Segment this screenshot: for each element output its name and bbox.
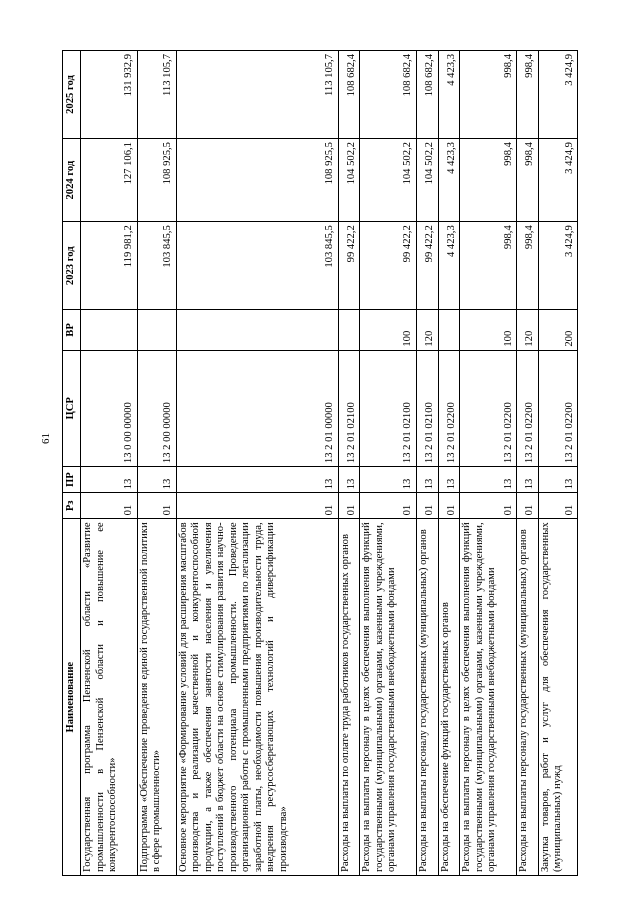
cell-2023: 103 845,5 <box>137 222 176 310</box>
cell-csr: 13 0 00 00000 <box>81 350 138 466</box>
table-row <box>338 51 360 876</box>
table-header <box>63 51 81 876</box>
cell-rz: 01 <box>338 493 360 519</box>
header-2025: 2025 год <box>63 51 81 139</box>
cell-vr: 200 <box>538 310 577 350</box>
cell-name: Расходы на выплаты персоналу в целях обеспечения выполнения функций государственными (муниципальными) органами, казенными учреждениями, органами управления государственными внебюджетными фондами <box>460 519 517 876</box>
cell-2023: 119 981,2 <box>81 222 138 310</box>
cell-vr: 100 <box>360 310 417 350</box>
cell-rz: 01 <box>360 493 417 519</box>
cell-2024: 4 423,3 <box>438 139 460 222</box>
cell-2025: 108 682,4 <box>416 51 438 139</box>
table-row <box>360 51 417 876</box>
table-row <box>460 51 517 876</box>
cell-2025: 108 682,4 <box>360 51 417 139</box>
cell-rz: 01 <box>538 493 577 519</box>
cell-pr: 13 <box>137 467 176 493</box>
cell-pr: 13 <box>460 467 517 493</box>
cell-pr: 13 <box>81 467 138 493</box>
cell-2025: 131 932,9 <box>81 51 138 139</box>
table-row <box>538 51 577 876</box>
cell-2025: 3 424,9 <box>538 51 577 139</box>
cell-csr: 13 2 01 02200 <box>438 350 460 466</box>
header-name: Наименование <box>63 519 81 876</box>
cell-2025: 113 105,7 <box>176 51 338 139</box>
cell-vr <box>438 310 460 350</box>
header-rz: Рз <box>63 493 81 519</box>
cell-rz: 01 <box>460 493 517 519</box>
header-vr: ВР <box>63 310 81 350</box>
cell-2025: 4 423,3 <box>438 51 460 139</box>
cell-2025: 108 682,4 <box>338 51 360 139</box>
cell-vr <box>81 310 138 350</box>
cell-2024: 104 502,2 <box>360 139 417 222</box>
cell-2024: 104 502,2 <box>416 139 438 222</box>
cell-rz: 01 <box>81 493 138 519</box>
rotated-table-container <box>62 50 578 876</box>
table-row <box>416 51 438 876</box>
cell-pr: 13 <box>338 467 360 493</box>
cell-csr: 13 2 01 02100 <box>338 350 360 466</box>
cell-2023: 103 845,5 <box>176 222 338 310</box>
cell-2023: 3 424,9 <box>538 222 577 310</box>
cell-2025: 998,4 <box>517 51 539 139</box>
table-body <box>81 51 578 876</box>
cell-name: Расходы на выплаты по оплате труда работников государственных органов <box>338 519 360 876</box>
budget-table <box>62 50 578 876</box>
cell-pr: 13 <box>416 467 438 493</box>
cell-csr: 13 2 01 00000 <box>176 350 338 466</box>
cell-name: Расходы на выплаты персоналу в целях обеспечения выполнения функций государственными (муниципальными) органами, казенными учреждениями, органами управления государственными внебюджетными фондами <box>360 519 417 876</box>
cell-2024: 108 925,5 <box>176 139 338 222</box>
cell-vr <box>176 310 338 350</box>
cell-vr: 120 <box>416 310 438 350</box>
cell-rz: 01 <box>438 493 460 519</box>
cell-rz: 01 <box>176 493 338 519</box>
table-row <box>438 51 460 876</box>
cell-name: Подпрограмма «Обеспечение проведения единой государственной политики в сфере промышленности» <box>137 519 176 876</box>
cell-rz: 01 <box>517 493 539 519</box>
cell-2023: 998,4 <box>517 222 539 310</box>
cell-vr: 100 <box>460 310 517 350</box>
cell-vr <box>338 310 360 350</box>
cell-2024: 998,4 <box>517 139 539 222</box>
cell-csr: 13 2 01 02200 <box>538 350 577 466</box>
header-2023: 2023 год <box>63 222 81 310</box>
cell-2024: 127 106,1 <box>81 139 138 222</box>
cell-csr: 13 2 01 02100 <box>360 350 417 466</box>
table-row <box>137 51 176 876</box>
cell-2023: 4 423,3 <box>438 222 460 310</box>
cell-name: Основное мероприятие «Формирование условий для расширения масштабов производства и реализации качественной и конкурентоспособной продукции, а также обеспечения занятости населения и увеличения поступлений в бюджет области на основе стимулирования развития научно-производственного потенциала промышленности. Проведение организационной работы с промышленными предприятиями по легализации заработной платы, необходимости повышения производительности труда, внедрения ресурсосберегающих технологий и диверсификации производства» <box>176 519 338 876</box>
header-csr: ЦСР <box>63 350 81 466</box>
cell-rz: 01 <box>137 493 176 519</box>
cell-pr: 13 <box>360 467 417 493</box>
cell-name: Расходы на выплаты персоналу государственных (муниципальных) органов <box>416 519 438 876</box>
cell-2023: 998,4 <box>460 222 517 310</box>
cell-2024: 998,4 <box>460 139 517 222</box>
cell-csr: 13 2 01 02200 <box>517 350 539 466</box>
cell-name: Расходы на выплаты персоналу государственных (муниципальных) органов <box>517 519 539 876</box>
cell-2025: 113 105,7 <box>137 51 176 139</box>
header-row <box>63 51 81 876</box>
cell-pr: 13 <box>438 467 460 493</box>
cell-pr: 13 <box>176 467 338 493</box>
header-2024: 2024 год <box>63 139 81 222</box>
cell-2023: 99 422,2 <box>338 222 360 310</box>
table-row <box>81 51 138 876</box>
table-row <box>176 51 338 876</box>
cell-vr <box>137 310 176 350</box>
cell-2025: 998,4 <box>460 51 517 139</box>
cell-2023: 99 422,2 <box>416 222 438 310</box>
cell-2024: 104 502,2 <box>338 139 360 222</box>
cell-2023: 99 422,2 <box>360 222 417 310</box>
header-pr: ПР <box>63 467 81 493</box>
cell-pr: 13 <box>517 467 539 493</box>
cell-2024: 3 424,9 <box>538 139 577 222</box>
cell-2024: 108 925,5 <box>137 139 176 222</box>
cell-csr: 13 2 01 02200 <box>460 350 517 466</box>
table-row <box>517 51 539 876</box>
cell-rz: 01 <box>416 493 438 519</box>
cell-csr: 13 2 00 00000 <box>137 350 176 466</box>
cell-pr: 13 <box>538 467 577 493</box>
page-number: 61 <box>40 433 52 444</box>
cell-name: Государственная программа Пензенской области «Развитие промышленности в Пензенской области и повышение ее конкурентоспособности» <box>81 519 138 876</box>
cell-csr: 13 2 01 02100 <box>416 350 438 466</box>
cell-vr: 120 <box>517 310 539 350</box>
cell-name: Закупка товаров, работ и услуг для обеспечения государственных (муниципальных) нужд <box>538 519 577 876</box>
cell-name: Расходы на обеспечение функций государственных органов <box>438 519 460 876</box>
